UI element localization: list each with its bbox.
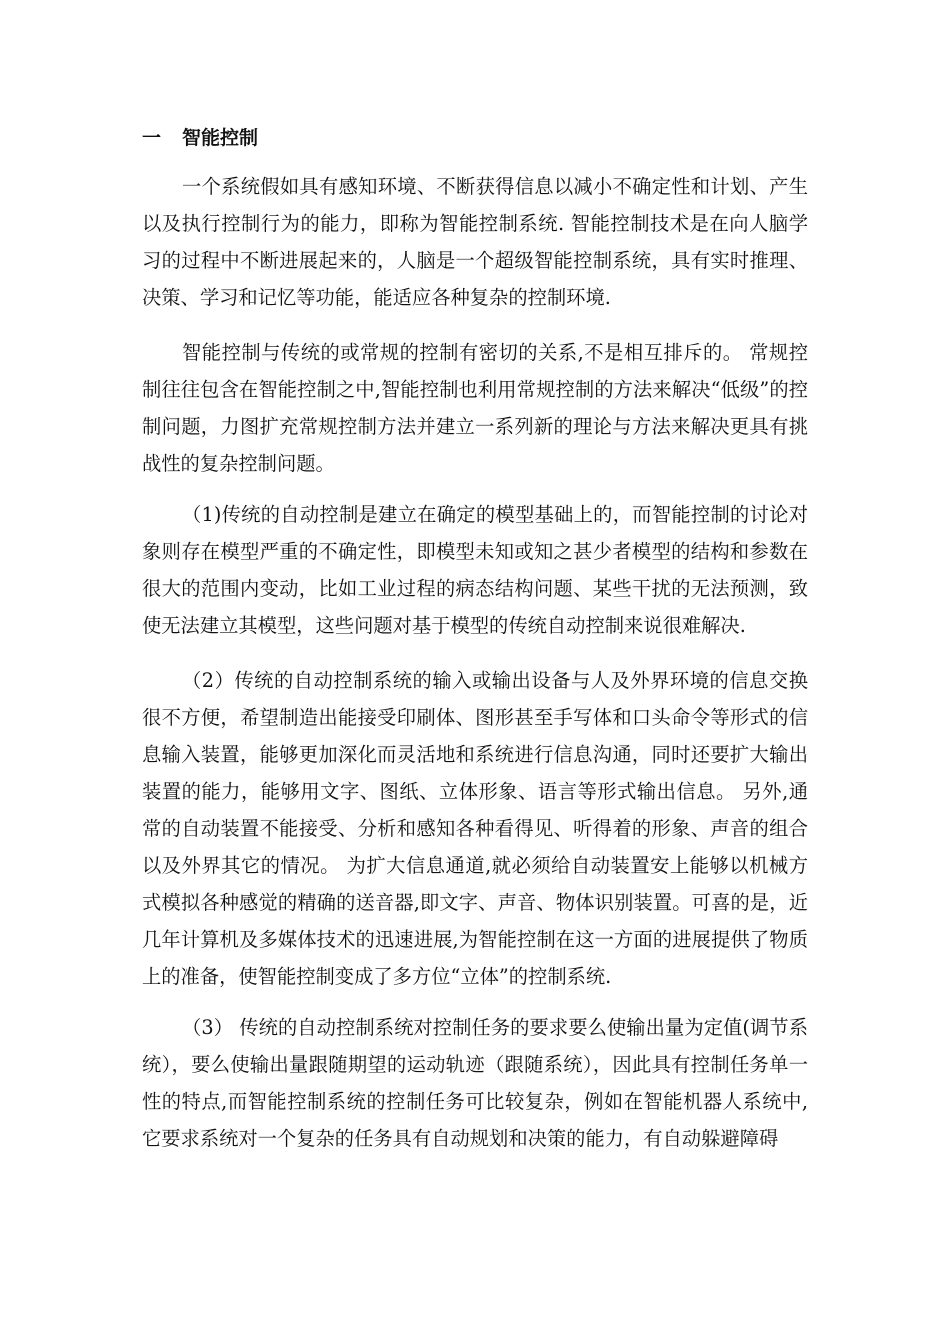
paragraph-point-3: （3） 传统的自动控制系统对控制任务的要求要么使输出量为定值(调节系统），要么使输出量跟随期望的运动轨迹（跟随系统），因此具有控制任务单一性的特点,而智能控制系统的控制任务可比较复杂，例如在智能机器人系统中,它要求系统对一个复杂的任务具有自动规划和决策的能力，有自动躲避障碍 bbox=[142, 1016, 808, 1150]
section-heading bbox=[142, 124, 842, 152]
paragraph-relation: 智能控制与传统的或常规的控制有密切的关系,不是相互排斥的。 常规控制往往包含在智能控制之中,智能控制也利用常规控制的方法来解决“低级”的控制问题，力图扩充常规控制方法并建立一系列新的理论与方法来解决更具有挑战性的复杂控制问题。 bbox=[142, 341, 808, 475]
section-title: 智能控制 bbox=[182, 127, 259, 149]
paragraph-point-1: （1)传统的自动控制是建立在确定的模型基础上的，而智能控制的讨论对象则存在模型严重的不确定性，即模型未知或知之甚少者模型的结构和参数在很大的范围内变动，比如工业过程的病态结构问题、某些干扰的无法预测，致使无法建立其模型，这些问题对基于模型的传统自动控制来说很难解决. bbox=[142, 503, 808, 637]
paragraph-definition: 一个系统假如具有感知环境、不断获得信息以减小不确定性和计划、产生以及执行控制行为的能力，即称为智能控制系统. 智能控制技术是在向人脑学习的过程中不断进展起来的，人脑是一个超级智能控制系统，具有实时推理、决策、学习和记忆等功能，能适应各种复杂的控制环境. bbox=[142, 175, 808, 309]
paragraph-point-2: （2）传统的自动控制系统的输入或输出设备与人及外界环境的信息交换很不方便，希望制造出能接受印刷体、图形甚至手写体和口头命令等形式的信息输入装置，能够更加深化而灵活地和系统进行信息沟通，同时还要扩大输出装置的能力，能够用文字、图纸、立体形象、语言等形式输出信息。 另外,通常的自动装置不能接受、分析和感知各种看得见、听得着的形象、声音的组合以及外界其它的情况。 为扩大信息通道,就必须给自动装置安上能够以机械方式模拟各种感觉的精确的送音器,即文字、声音、物体识别装置。可喜的是，近几年计算机及多媒体技术的迅速进展,为智能控制在这一方面的进展提供了物质上的准备，使智能控制变成了多方位“立体”的控制系统. bbox=[142, 669, 808, 988]
section-number: 一 bbox=[142, 127, 162, 149]
